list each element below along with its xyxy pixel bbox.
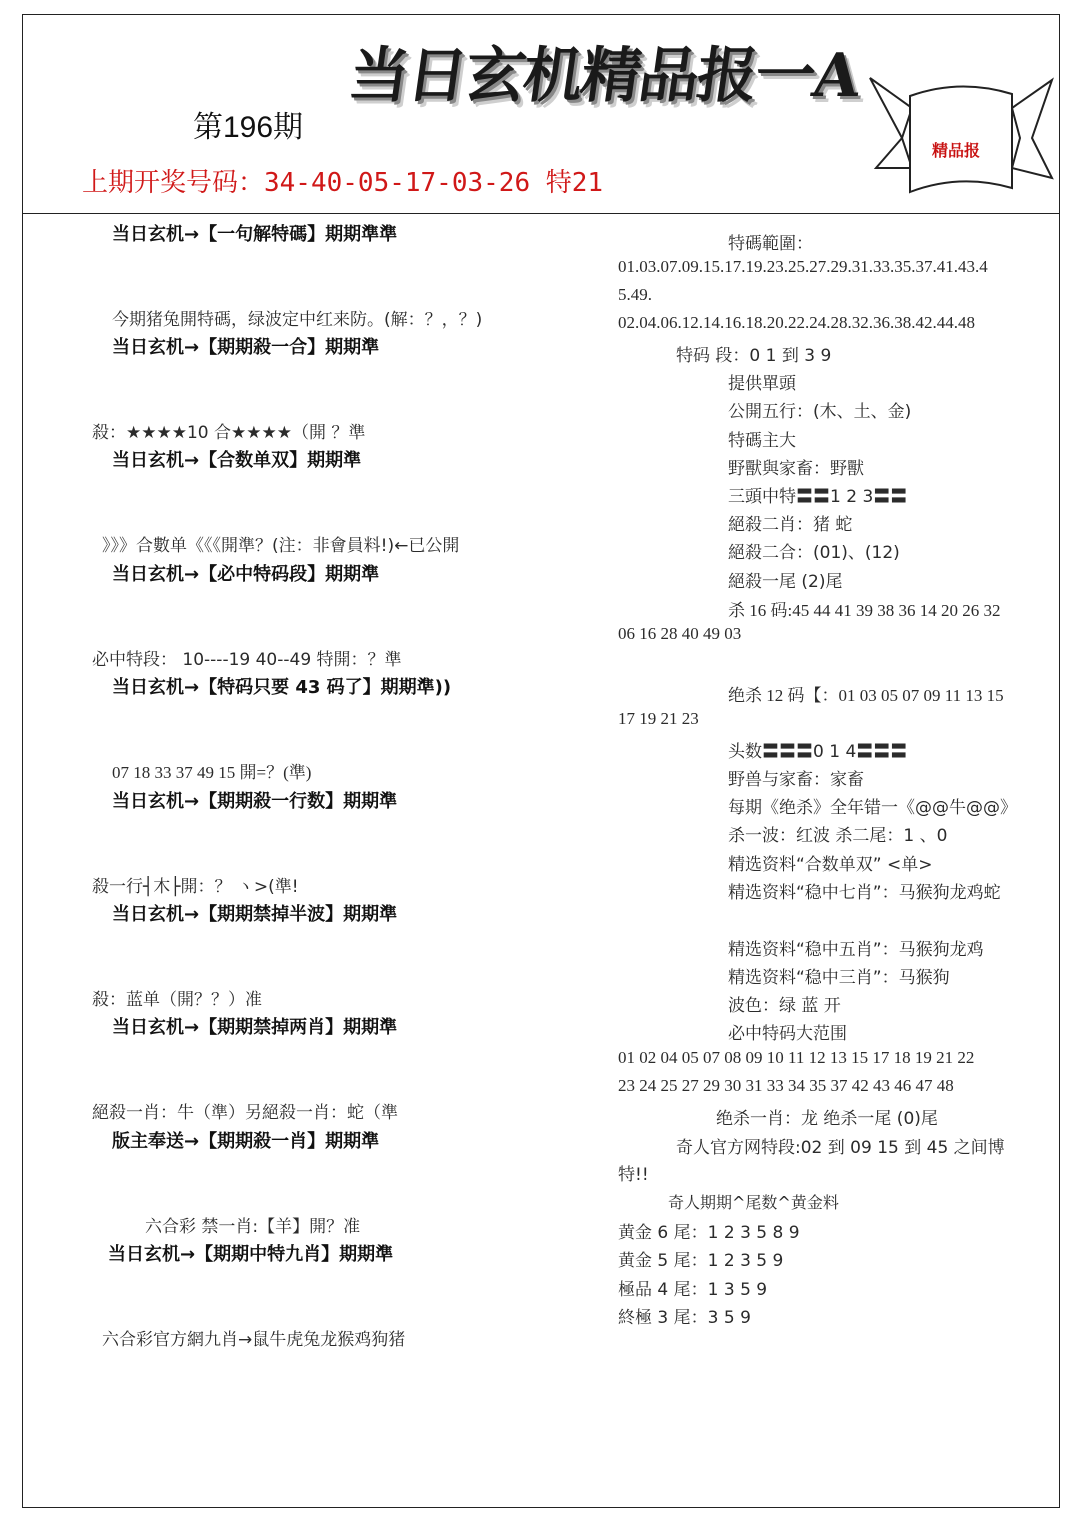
right-line: 絕殺二肖：猪 蛇 xyxy=(728,515,853,535)
logo-title: 当日玄机精品报一A xyxy=(344,41,863,111)
left-line: 当日玄机→【必中特码段】期期準 xyxy=(112,564,380,585)
right-line: 精选资料“稳中三肖”：马猴狗 xyxy=(728,968,950,988)
right-line: 特!! xyxy=(618,1165,649,1185)
right-line: 头数〓〓〓0 1 4〓〓〓 xyxy=(728,742,908,762)
left-line: 今期猪兔開特碼，绿波定中红来防。(解：？，？) xyxy=(112,310,483,330)
right-line: 每期《绝杀》全年错一《@@牛@@》 xyxy=(728,798,1017,818)
left-line: 殺：蓝单（開？？）准 xyxy=(92,990,262,1010)
left-line: 当日玄机→【期期中特九肖】期期準 xyxy=(108,1244,394,1265)
left-line: 六合彩 禁一肖:【羊】開？准 xyxy=(145,1217,361,1237)
right-line: 特碼範圍： xyxy=(728,234,813,254)
right-line: 23 24 25 27 29 30 31 33 34 35 37 42 43 46 47 48 xyxy=(618,1076,954,1095)
right-line: 17 19 21 23 xyxy=(618,709,699,728)
last-draw-result: 上期开奖号码：34-40-05-17-03-26 特21 xyxy=(82,168,604,198)
right-line: 杀一波：红波 杀二尾：1 、0 xyxy=(728,826,948,846)
left-line: 殺一行┤木├開：？ ヽ>(準! xyxy=(92,877,299,897)
right-line: 02.04.06.12.14.16.18.20.22.24.28.32.36.38.42.44.48 xyxy=(618,313,975,332)
right-line: 三頭中特〓〓1 2 3〓〓 xyxy=(728,487,908,507)
left-line: 当日玄机→【合数单双】期期準 xyxy=(112,450,362,471)
right-line: 精选资料“稳中七肖”：马猴狗龙鸡蛇 xyxy=(728,883,1001,903)
left-line: 当日玄机→【期期殺一合】期期準 xyxy=(112,337,380,358)
left-line: 当日玄机→【期期禁掉半波】期期準 xyxy=(112,904,398,925)
issue-number: 第196期 xyxy=(193,111,304,144)
right-line: 特码 段：0 1 到 3 9 xyxy=(676,346,832,366)
right-line: 絕殺一尾 (2)尾 xyxy=(728,572,843,592)
header-divider xyxy=(22,213,1060,214)
left-line: 必中特段： 10----19 40--49 特開：？準 xyxy=(92,650,402,670)
right-line: 野獸與家畜：野獸 xyxy=(728,459,864,479)
right-line: 黄金 6 尾：1 2 3 5 8 9 xyxy=(618,1223,800,1243)
left-line: 殺：★★★★10 合★★★★（開 ？準 xyxy=(92,423,366,443)
right-line: 绝杀 12 码【：01 03 05 07 09 11 13 15 xyxy=(728,686,1004,705)
right-line: 01.03.07.09.15.17.19.23.25.27.29.31.33.35.37.41.43.4 xyxy=(618,257,988,276)
left-line: 当日玄机→【一句解特碼】期期準準 xyxy=(112,224,398,245)
right-line: 波色：绿 蓝 开 xyxy=(728,996,841,1016)
right-line: 01 02 04 05 07 08 09 10 11 12 13 15 17 18 19 21 22 xyxy=(618,1048,975,1067)
left-line: 当日玄机→【期期殺一行数】期期準 xyxy=(112,791,398,812)
right-line: 精选资料“合数单双” <单> xyxy=(728,855,933,875)
right-line: 絕殺二合：(01)、(12) xyxy=(728,543,900,563)
right-line: 極品 4 尾：1 3 5 9 xyxy=(618,1280,768,1300)
left-line: 六合彩官方網九肖→鼠牛虎兔龙猴鸡狗猪 xyxy=(102,1330,406,1350)
left-line: 当日玄机→【期期禁掉两肖】期期準 xyxy=(112,1017,398,1038)
left-line: 絕殺一肖：牛（準）另絕殺一肖：蛇（準 xyxy=(92,1103,398,1123)
right-line: 奇人期期^尾数^黄金料 xyxy=(668,1193,839,1212)
right-line: 終極 3 尾：3 5 9 xyxy=(618,1308,751,1328)
right-line: 野兽与家畜：家畜 xyxy=(728,770,864,790)
right-line: 必中特码大范围 xyxy=(728,1024,847,1044)
left-line: 》》》合數单《《《開準？(注：非會員料!)←已公開 xyxy=(102,536,460,556)
right-line: 5.49. xyxy=(618,285,652,304)
right-line: 特碼主大 xyxy=(728,431,796,451)
right-line: 精选资料“稳中五肖”：马猴狗龙鸡 xyxy=(728,940,984,960)
left-line: 07 18 33 37 49 15 開=？(準) xyxy=(112,763,312,782)
right-line: 杀 16 码:45 44 41 39 38 36 14 20 26 32 xyxy=(728,601,1001,620)
right-line: 06 16 28 40 49 03 xyxy=(618,624,742,643)
right-line: 绝杀一肖：龙 绝杀一尾 (0)尾 xyxy=(716,1109,938,1129)
left-line: 版主奉送→【期期殺一肖】期期準 xyxy=(112,1131,380,1152)
left-line: 当日玄机→【特码只要 43 码了】期期準)) xyxy=(112,677,452,698)
right-line: 提供單頭 xyxy=(728,374,796,394)
badge-label: 精品报 xyxy=(932,141,981,160)
right-line: 奇人官方网特段:02 到 09 15 到 45 之间博 xyxy=(676,1138,1005,1158)
right-line: 黄金 5 尾：1 2 3 5 9 xyxy=(618,1251,784,1271)
right-line: 公開五行：(木、土、金) xyxy=(728,402,912,422)
